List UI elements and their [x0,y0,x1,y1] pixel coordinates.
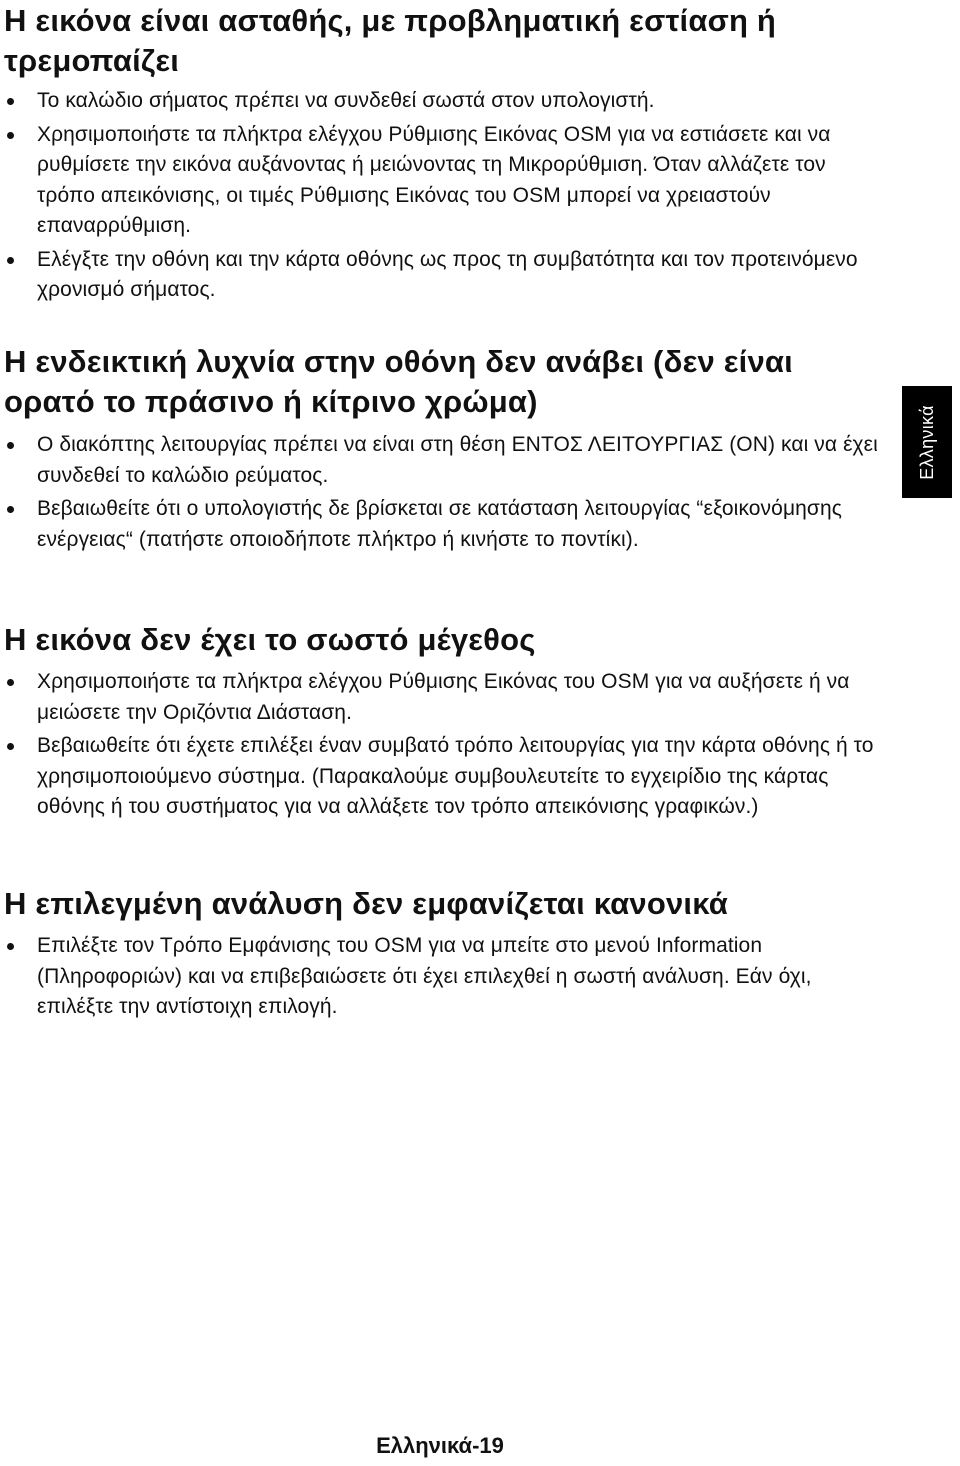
bullet-icon [7,679,14,686]
bullet-icon [7,442,14,449]
bullet-item [4,667,884,728]
bullet-icon [7,506,14,513]
section-unstable-image [4,1,884,309]
language-side-tab [902,386,952,498]
bullet-item [4,86,884,117]
bullet-icon [7,132,14,139]
bullet-list [4,430,884,555]
bullet-list [4,667,884,823]
bullet-icon [7,743,14,750]
section-resolution [4,884,884,1026]
bullet-item [4,494,884,555]
section-heading: Η επιλεγμένη ανάλυση δεν εμφανίζεται κανονικά [4,886,728,921]
bullet-list [4,86,884,306]
bullet-text: Βεβαιωθείτε ότι έχετε επιλέξει έναν συμβατό τρόπο λειτουργίας για την κάρτα οθόνης ή το χρησιμοποιούμενο σύστημα. (Παρακαλούμε συμβουλευτείτε το εγχειρίδιο της κάρτας οθόνης ή του συστήματος για να αλλάξετε τον τρόπο απεικόνισης γραφικών.) [37,734,874,818]
section-power-led [4,342,884,558]
section-image-size [4,620,884,826]
bullet-text: Χρησιμοποιήστε τα πλήκτρα ελέγχου Ρύθμισης Εικόνας OSM για να εστιάσετε και να ρυθμίσετε την εικόνα αυξάνοντας ή μειώνοντας τη Μικρορύθμιση. Όταν αλλάζετε τον τρόπο απεικόνισης, οι τιμές Ρύθμισης Εικόνας του OSM μπορεί να χρειαστούν επαναρρύθμιση. [37,122,831,237]
bullet-item [4,731,884,823]
section-heading: Η εικόνα δεν έχει το σωστό μέγεθος [4,622,536,657]
bullet-text: Επιλέξτε τον Τρόπο Εμφάνισης του OSM για να μπείτε στο μενού Information (Πληροφοριών) και να επιβεβαιώσετε ότι έχει επιλεχθεί η σωστή ανάλυση. Εάν όχι, επιλέξτε την αντίστοιχη επιλογή. [37,934,812,1018]
bullet-item [4,120,884,242]
bullet-text: Χρησιμοποιήστε τα πλήκτρα ελέγχου Ρύθμισης Εικόνας του OSM για να αυξήσετε ή να μειώσετε την Οριζόντια Διάσταση. [37,670,850,724]
bullet-text: Το καλώδιο σήματος πρέπει να συνδεθεί σωστά στον υπολογιστή. [37,89,655,112]
bullet-text: Ο διακόπτης λειτουργίας πρέπει να είναι στη θέση ΕΝΤΟΣ ΛΕΙΤΟΥΡΓΙΑΣ (ON) και να έχει συνδεθεί το καλώδιο ρεύματος. [37,433,878,487]
bullet-text: Ελέγξτε την οθόνη και την κάρτα οθόνης ως προς τη συμβατότητα και τον προτεινόμενο χρονισμό σήματος. [37,247,858,301]
language-tab-label: Ελληνικά [916,404,937,480]
page-number: Ελληνικά-19 [376,1433,504,1458]
section-heading: Η εικόνα είναι ασταθής, με προβληματική εστίαση ή τρεμοπαίζει [4,3,777,78]
section-heading: Η ενδεικτική λυχνία στην οθόνη δεν ανάβει (δεν είναι ορατό το πράσινο ή κίτρινο χρώμα) [4,344,793,419]
bullet-list [4,931,884,1023]
bullet-item [4,430,884,491]
bullet-icon [7,257,14,264]
bullet-item [4,931,884,1023]
bullet-icon [7,943,14,950]
bullet-text: Βεβαιωθείτε ότι ο υπολογιστής δε βρίσκεται σε κατάσταση λειτουργίας “εξοικονόμησης ενέργειας“ (πατήστε οποιοδήποτε πλήκτρο ή κινήστε το ποντίκι). [37,497,842,551]
bullet-icon [7,98,14,105]
bullet-item [4,245,884,306]
